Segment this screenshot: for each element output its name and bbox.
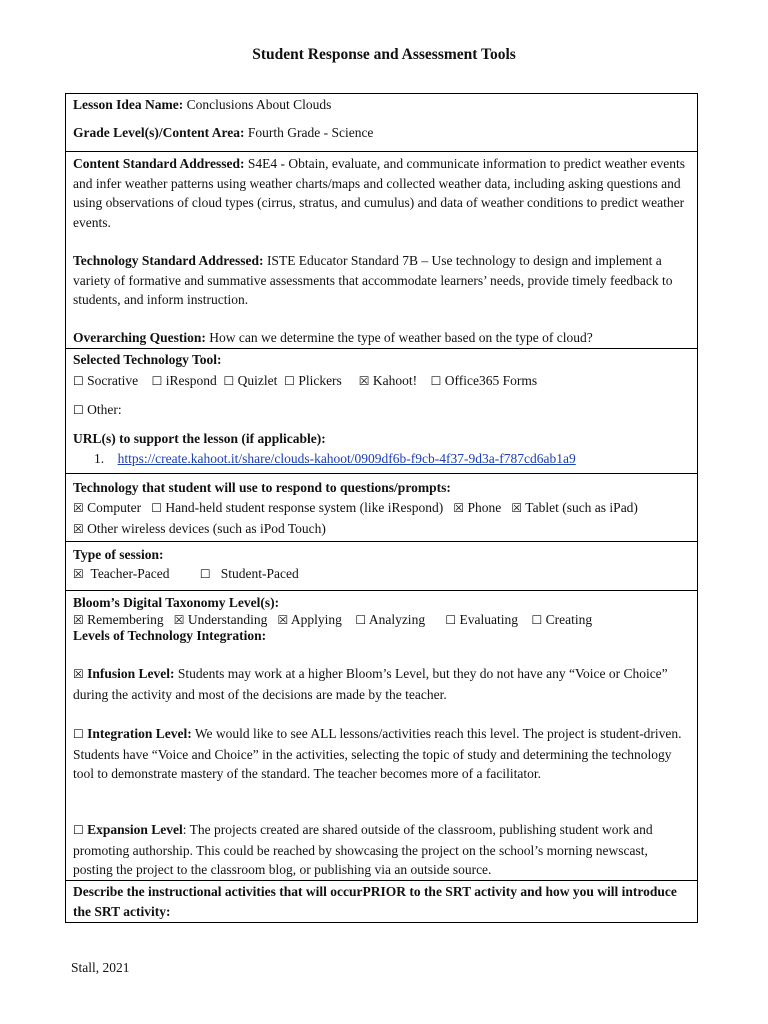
- standards-cell: [66, 151, 697, 348]
- overarching-question: [73, 328, 689, 348]
- device-option-computer[interactable]: ☒ Computer: [73, 500, 142, 515]
- checkbox-icon: ☐: [430, 374, 442, 388]
- footer-credit: Stall, 2021: [71, 960, 130, 975]
- technology-standard-text: ISTE Educator Standard 7B – Use technology to design and implement a variety of formative and summative assessments that accommodate learners’ needs, provide timely feedback to students, and inform instruction.: [73, 253, 673, 307]
- content-standard-text: S4E4 - Obtain, evaluate, and communicate information to predict weather events and infer weather patterns using weather charts/maps and collected weather data, including asking questions and using observations of cloud types (cirrus, stratus, and cumulus) and data of weather conditions to predict weather events.: [73, 156, 686, 230]
- checkbox-icon: ☐: [355, 613, 367, 627]
- checked-checkbox-icon: ☒: [453, 501, 465, 515]
- lesson-name-value: Conclusions About Clouds: [183, 97, 332, 112]
- bloom-option-applying[interactable]: ☒ Applying: [277, 612, 342, 627]
- infusion-label: Infusion Level:: [87, 666, 175, 681]
- url-list-item: [94, 449, 576, 469]
- bloom-option-analyzing[interactable]: ☐ Analyzing: [355, 612, 426, 627]
- lesson-info-cell: [66, 94, 697, 151]
- session-options: [73, 564, 299, 585]
- technology-standard-label: Technology Standard Addressed:: [73, 253, 264, 268]
- expansion-label: Expansion Level: [87, 822, 183, 837]
- bloom-cell: [66, 590, 697, 628]
- checkbox-icon[interactable]: ☐: [73, 823, 84, 837]
- devices-cell: [66, 473, 697, 541]
- bloom-option-understanding[interactable]: ☒ Understanding: [173, 612, 268, 627]
- url-number: 1.: [94, 451, 105, 466]
- lesson-name-label: Lesson Idea Name:: [73, 97, 184, 112]
- device-option-other-wireless[interactable]: ☒ Other wireless devices (such as iPod Touch): [73, 521, 326, 536]
- prior-activities-cell: [66, 880, 697, 924]
- checkbox-icon: ☐: [151, 501, 163, 515]
- expansion-text: : The projects created are shared outside of the classroom, publishing student work and promoting authorship. This could be reached by showcasing the project on the school’s morning newscast, posting the project to the classroom blog, or publishing via an outside source.: [73, 822, 653, 877]
- content-standard: [73, 154, 689, 232]
- checkbox-icon: ☐: [199, 567, 211, 581]
- checked-checkbox-icon: ☒: [73, 567, 84, 581]
- prior-activities-heading: Describe the instructional activities that will occurPRIOR to the SRT activity and how you will introduce the SRT activity:: [73, 884, 677, 919]
- device-option-tablet[interactable]: ☒ Tablet (such as iPad): [511, 500, 638, 515]
- checkbox-icon: ☐: [531, 613, 543, 627]
- url-heading: URL(s) to support the lesson (if applicable):: [73, 431, 326, 446]
- tool-option-socrative[interactable]: ☐ Socrative: [73, 373, 139, 388]
- tool-option-other[interactable]: ☐ Other:: [73, 402, 122, 417]
- session-option-teacher-paced[interactable]: ☒ Teacher-Paced: [73, 566, 170, 581]
- checkbox-icon: ☐: [151, 374, 163, 388]
- grade-value: Fourth Grade - Science: [244, 125, 374, 140]
- checked-checkbox-icon: ☒: [73, 613, 84, 627]
- checked-checkbox-icon: ☒: [277, 613, 289, 627]
- checkbox-icon: ☐: [73, 374, 84, 388]
- tool-option-irespond[interactable]: ☐ iRespond: [151, 373, 217, 388]
- tool-option-plickers[interactable]: ☐ Plickers: [284, 373, 342, 388]
- checkbox-icon: ☐: [223, 374, 235, 388]
- device-option-handheld[interactable]: ☐ Hand-held student response system (like iRespond): [151, 500, 444, 515]
- content-standard-label: Content Standard Addressed:: [73, 156, 245, 171]
- tool-heading: Selected Technology Tool:: [73, 352, 222, 367]
- integration-text: We would like to see ALL lessons/activities reach this level. The project is student-driven. Students have “Voice and Choice” in the activities, selecting the topic of study and determining the technology tool to demonstrate mastery of the standard. The teacher becomes more of a facilitator.: [73, 726, 682, 781]
- checked-checkbox-icon[interactable]: ☒: [73, 667, 84, 681]
- bloom-option-creating[interactable]: ☐ Creating: [531, 612, 593, 627]
- checked-checkbox-icon: ☒: [73, 501, 84, 515]
- overarching-question-label: Overarching Question:: [73, 330, 206, 345]
- technology-standard: [73, 251, 689, 310]
- tool-option-quizlet[interactable]: ☐ Quizlet: [223, 373, 278, 388]
- integration-label: Integration Level:: [87, 726, 192, 741]
- bloom-option-evaluating[interactable]: ☐ Evaluating: [445, 612, 518, 627]
- integration-heading: Levels of Technology Integration:: [73, 628, 267, 643]
- checkbox-icon: ☐: [73, 403, 84, 417]
- devices-options: [73, 498, 638, 519]
- checked-checkbox-icon: ☒: [173, 613, 185, 627]
- integration-cell: [66, 628, 697, 879]
- device-option-phone[interactable]: ☒ Phone: [453, 500, 502, 515]
- checkbox-icon: ☐: [445, 613, 457, 627]
- bloom-heading: Bloom’s Digital Taxonomy Level(s):: [73, 595, 280, 610]
- tool-options: [73, 371, 537, 392]
- checkbox-icon[interactable]: ☐: [73, 727, 84, 741]
- session-option-student-paced[interactable]: ☐ Student-Paced: [199, 566, 299, 581]
- expansion-level: [73, 820, 689, 880]
- lesson-plan-table: [65, 93, 698, 923]
- kahoot-link[interactable]: https://create.kahoot.it/share/clouds-kahoot/0909df6b-f9cb-4f37-9d3a-f787cd6ab1a9: [117, 451, 576, 466]
- checkbox-icon: ☐: [284, 374, 295, 388]
- tool-cell: [66, 348, 697, 473]
- checked-checkbox-icon: ☒: [511, 501, 523, 515]
- infusion-text: Students may work at a higher Bloom’s Level, but they do not have any “Voice or Choice” during the activity and most of the decisions are made by the teacher.: [73, 666, 668, 702]
- devices-heading: Technology that student will use to respond to questions/prompts:: [73, 480, 451, 495]
- tool-option-office365-forms[interactable]: ☐ Office365 Forms: [430, 373, 538, 388]
- checked-checkbox-icon: ☒: [73, 522, 84, 536]
- session-cell: [66, 541, 697, 590]
- checked-checkbox-icon: ☒: [358, 374, 370, 388]
- bloom-option-remembering[interactable]: ☒ Remembering: [73, 612, 164, 627]
- page-title: Student Response and Assessment Tools: [252, 46, 516, 63]
- tool-option-kahoot[interactable]: ☒ Kahoot!: [358, 373, 418, 388]
- integration-level: [73, 724, 689, 784]
- infusion-level: [73, 664, 689, 704]
- grade-label: Grade Level(s)/Content Area:: [73, 125, 245, 140]
- overarching-question-text: How can we determine the type of weather based on the type of cloud?: [205, 330, 593, 345]
- session-heading: Type of session:: [73, 547, 164, 562]
